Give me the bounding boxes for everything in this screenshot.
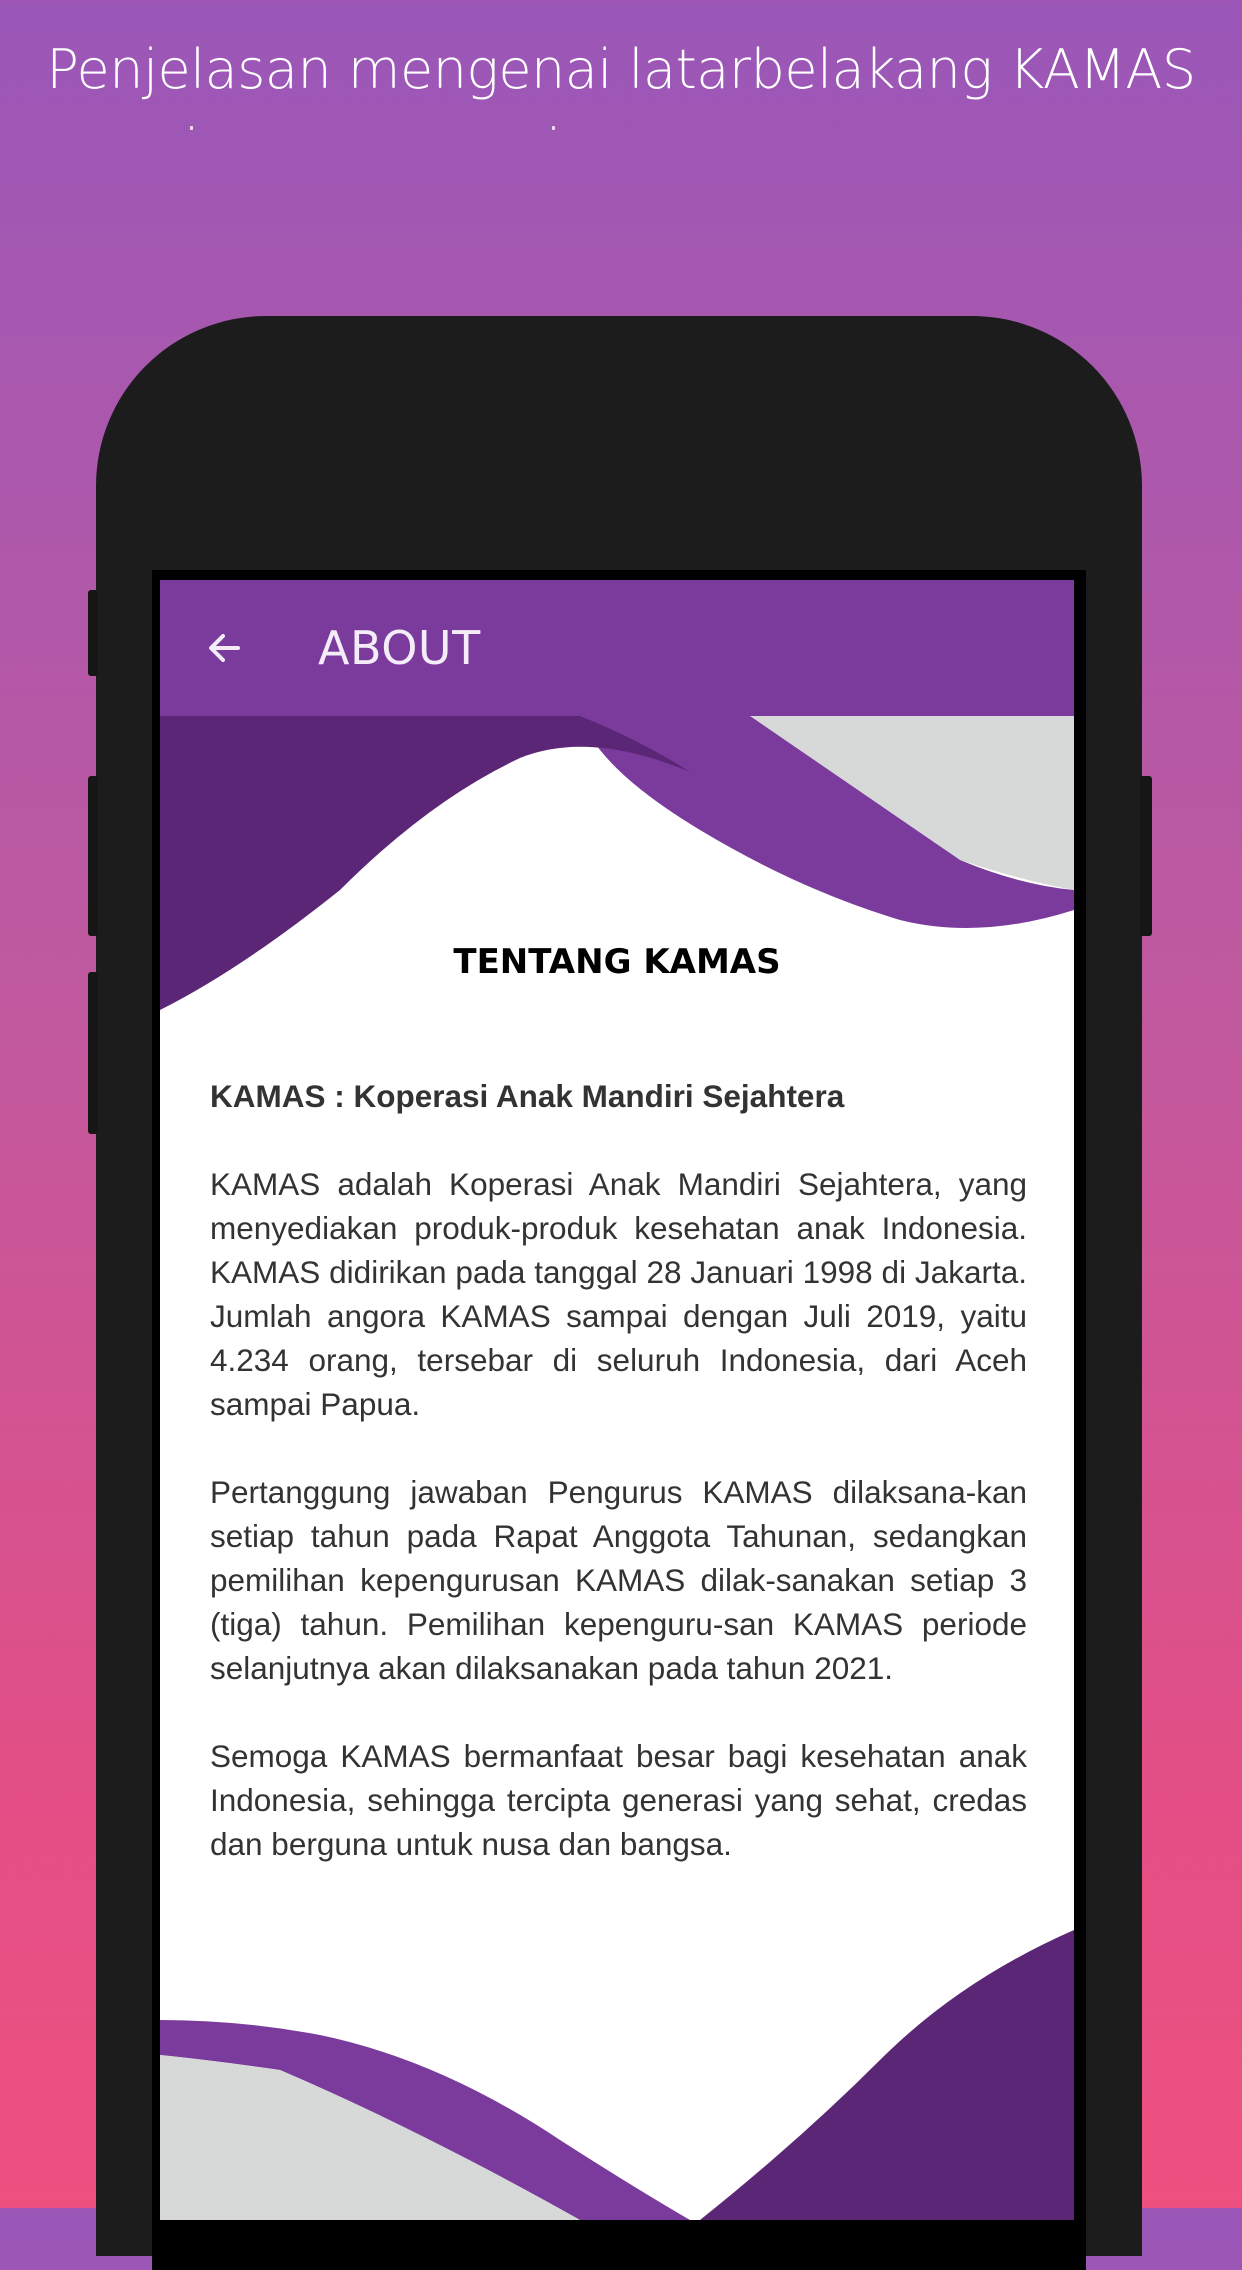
paragraph-2: Pertanggung jawaban Pengurus KAMAS dilaksana-kan setiap tahun pada Rapat Anggota Tahunan, sedangkan pemilihan kepengurusan KAMAS dilak-sanakan setiap 3 (tiga) tahun. Pemilihan kepenguru-san KAMAS periode selanjutnya akan dilaksanakan pada tahun 2021. [210, 1474, 1027, 1686]
headline: Penjelasan mengenai latarbelakang KAMAS [46, 38, 1196, 101]
phone-screen [160, 580, 1074, 2220]
content-title: TENTANG KAMAS [453, 942, 781, 982]
arrow-left-icon [204, 628, 244, 668]
phone-side-button-right [1140, 776, 1152, 936]
phone-side-button-left-top [88, 590, 98, 676]
phone-side-button-left-mid [88, 776, 98, 936]
app-bar [160, 580, 1074, 716]
back-button[interactable] [194, 618, 254, 678]
wave-bottom-dark [700, 1930, 1074, 2220]
paragraph-3: Semoga KAMAS bermanfaat besar bagi kesehatan anak Indonesia, sehingga tercipta generasi yang sehat, credas dan berguna untuk nusa dan bangsa. [210, 1738, 1027, 1862]
content-subtitle: KAMAS : Koperasi Anak Mandiri Sejahtera [210, 1078, 845, 1114]
paragraph-1: KAMAS adalah Koperasi Anak Mandiri Sejahtera, yang menyediakan produk-produk kesehatan anak Indonesia. KAMAS didirikan pada tanggal 28 Januari 1998 di Jakarta. Jumlah angora KAMAS sampai dengan Juli 2019, yaitu 4.234 orang, tersebar di seluruh Indonesia, dari Aceh sampai Papua. [210, 1166, 1027, 1422]
app-bar-title: ABOUT [318, 621, 481, 675]
about-content [210, 1074, 1027, 1910]
phone-side-button-left-bottom [88, 972, 98, 1134]
headline-container [0, 0, 1242, 130]
headline-cut-descenders [0, 126, 1242, 132]
